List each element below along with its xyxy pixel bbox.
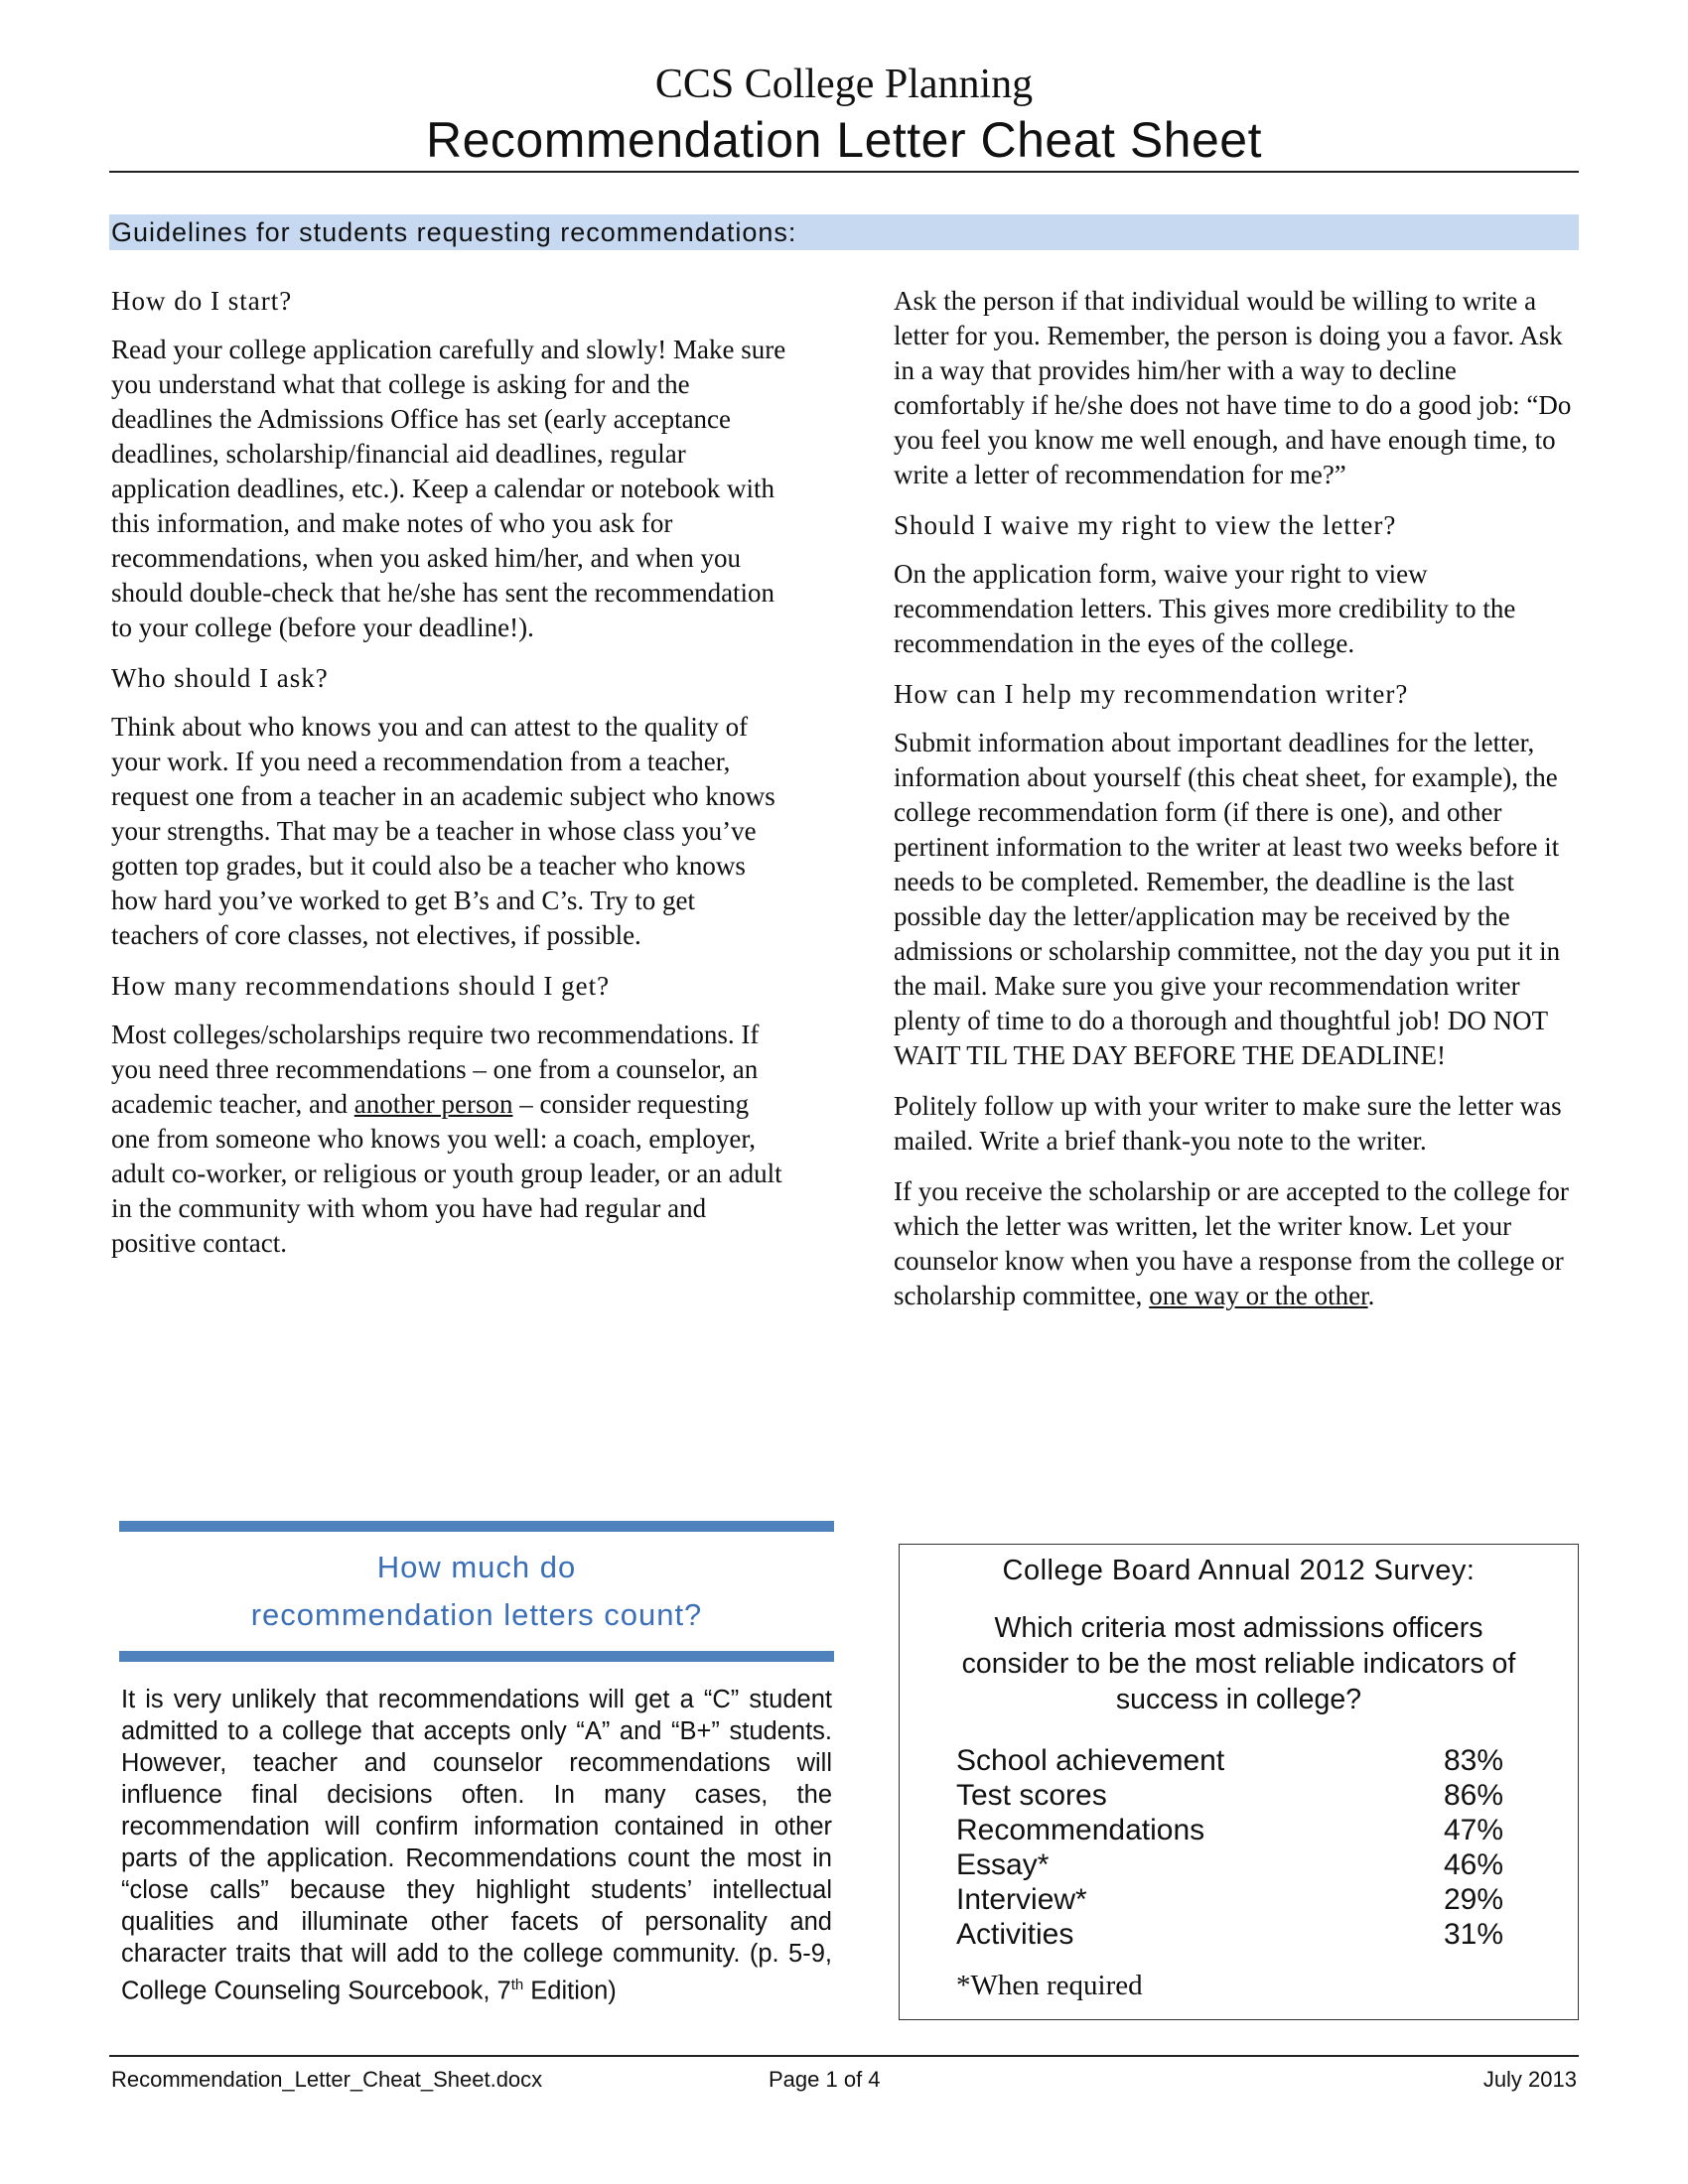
survey-row: [956, 1813, 1503, 1847]
answer-ask-person: Ask the person if that individual would be willing to write a letter for you. Remember, the person is doing you a favor. Ask in a way that provides him/her with a way to decline comfortably if he/she does not have time to do a good job: “Do you feel you know me well enough, and have enough time, to write a letter of recommendation for me?”: [894, 286, 1572, 489]
survey-row-value: 46%: [1443, 1848, 1503, 1881]
survey-row: [956, 1778, 1503, 1813]
survey-footnote: *When required: [956, 1970, 1143, 2001]
callout-body-text: It is very unlikely that recommendations will get a “C” student admitted to a college that accepts only “A” and “B+” students. However, teacher and counselor recommendations will influence final decisions often. In many cases, the recommendation will confirm information contained in other parts of the application. Recommendations count the most in “close calls” because they highlight students’ intellectual qualities and illuminate other facets of personality and character traits that will add to the college community. (p. 5-9, College Counseling Sourcebook, 7: [121, 1686, 832, 2005]
callout-top-bar: [119, 1521, 834, 1532]
header-divider: [109, 171, 1579, 173]
document-header: [109, 60, 1579, 171]
footer-divider: [109, 2055, 1579, 2057]
callout-heading-line2: recommendation letters count?: [250, 1597, 703, 1632]
survey-row-label: School achievement: [956, 1744, 1225, 1777]
answer-follow-up: Politely follow up with your writer to make sure the letter was mailed. Write a brief thank-you note to the writer.: [894, 1091, 1562, 1156]
survey-results: [956, 1743, 1503, 1952]
answer-who-to-ask: Think about who knows you and can attest to the quality of your work. If you need a recommendation from a teacher, request one from a teacher in an academic subject who knows your strengths. That may be a teacher in whose class you’ve gotten top grades, but it could also be a teacher who knows how hard you’ve worked to get B’s and C’s. Try to get teachers of core classes, not electives, if possible.: [111, 712, 775, 950]
callout-heading-line1: How much do: [376, 1550, 577, 1584]
survey-row-value: 29%: [1443, 1883, 1503, 1916]
survey-row-label: Interview*: [956, 1883, 1087, 1916]
answer-help-writer: Submit information about important deadlines for the letter, information about yourself (this cheat sheet, for example), the college recommendation form (if there is one), and other pertinent information to the writer at least two weeks before it needs to be completed. Remember, the deadline is the last possible day the letter/application may be received by the admissions or scholarship committee, not the day you put it in the mail. Make sure you give your recommendation writer plenty of time to do a thorough and thoughtful job! DO NOT WAIT TIL THE DAY BEFORE THE DEADLINE!: [894, 728, 1561, 1070]
question-who-to-ask: Who should I ask?: [111, 663, 329, 693]
question-help-writer: How can I help my recommendation writer?: [894, 679, 1409, 709]
survey-row-value: 47%: [1443, 1814, 1503, 1846]
answer-let-writer-know: [894, 1174, 1579, 1313]
section-heading: Guidelines for students requesting recommendations:: [109, 214, 1579, 250]
answer-how-many-part1: Most colleges/scholarships require two recommendations. If you need three recommendations – one from a counselor, an academic teacher, and: [111, 1020, 760, 1119]
survey-row-label: Essay*: [956, 1848, 1050, 1881]
survey-row-label: Test scores: [956, 1779, 1107, 1812]
answer-let-writer-know-part2: .: [1367, 1281, 1375, 1310]
footer-filename: Recommendation_Letter_Cheat_Sheet.docx: [111, 2067, 543, 2092]
footer-page-number: Page 1 of 4: [769, 2067, 881, 2092]
survey-row: [956, 1743, 1503, 1778]
recommendation-count-callout: [119, 1521, 834, 2007]
answer-waive-right: On the application form, waive your right to view recommendation letters. This gives more credibility to the recommendation in the eyes of the college.: [894, 559, 1516, 658]
organization-name: CCS College Planning: [654, 62, 1034, 107]
callout-body-end: Edition): [523, 1977, 617, 2005]
survey-row-value: 83%: [1443, 1744, 1503, 1777]
survey-row-label: Recommendations: [956, 1814, 1205, 1846]
survey-title: College Board Annual 2012 Survey:: [1002, 1555, 1476, 1586]
survey-row: [956, 1847, 1503, 1882]
callout-bottom-bar: [119, 1651, 834, 1662]
survey-row: [956, 1917, 1503, 1952]
page-footer: [111, 2063, 1577, 2097]
callout-body: [119, 1662, 834, 2007]
answer-how-to-start: Read your college application carefully and slowly! Make sure you understand what that college is asking for and the deadlines the Admissions Office has set (early acceptance deadlines, scholarship/financial aid deadlines, regular application deadlines, etc.). Keep a calendar or notebook with this information, and make notes of who you ask for recommendations, when you asked him/her, and when you should double-check that he/she has sent the recommendation to your college (before your deadline!).: [111, 335, 786, 642]
underlined-one-way: one way or the other: [1149, 1281, 1368, 1310]
callout-heading: [119, 1532, 834, 1651]
survey-row-label: Activities: [956, 1918, 1074, 1951]
survey-question: Which criteria most admissions officers consider to be the most reliable indicators of success in college?: [961, 1612, 1516, 1715]
question-waive-right: Should I waive my right to view the letter?: [894, 510, 1397, 540]
left-column: [111, 284, 786, 1277]
answer-how-many-part2: – consider requesting one from someone who knows you well: a coach, employer, adult co-worker, or religious or youth group leader, or an adult in the community with whom you have had regular and positive contact.: [111, 1089, 782, 1258]
survey-box: [899, 1544, 1579, 2020]
underlined-another-person: another person: [353, 1089, 513, 1119]
survey-row-value: 31%: [1443, 1918, 1503, 1951]
survey-row-value: 86%: [1443, 1779, 1503, 1812]
question-how-many: How many recommendations should I get?: [111, 971, 611, 1001]
answer-let-writer-know-part1: If you receive the scholarship or are accepted to the college for which the letter was written, let the writer know. Let your counselor know when you have a response from the college or scholarship committee,: [894, 1176, 1569, 1310]
answer-how-many: [111, 1018, 786, 1261]
right-column: [894, 284, 1579, 1329]
document-title: Recommendation Letter Cheat Sheet: [426, 112, 1262, 168]
callout-superscript: th: [510, 1977, 524, 1993]
question-how-to-start: How do I start?: [111, 286, 293, 316]
survey-row: [956, 1882, 1503, 1917]
footer-date: July 2013: [1482, 2067, 1577, 2092]
